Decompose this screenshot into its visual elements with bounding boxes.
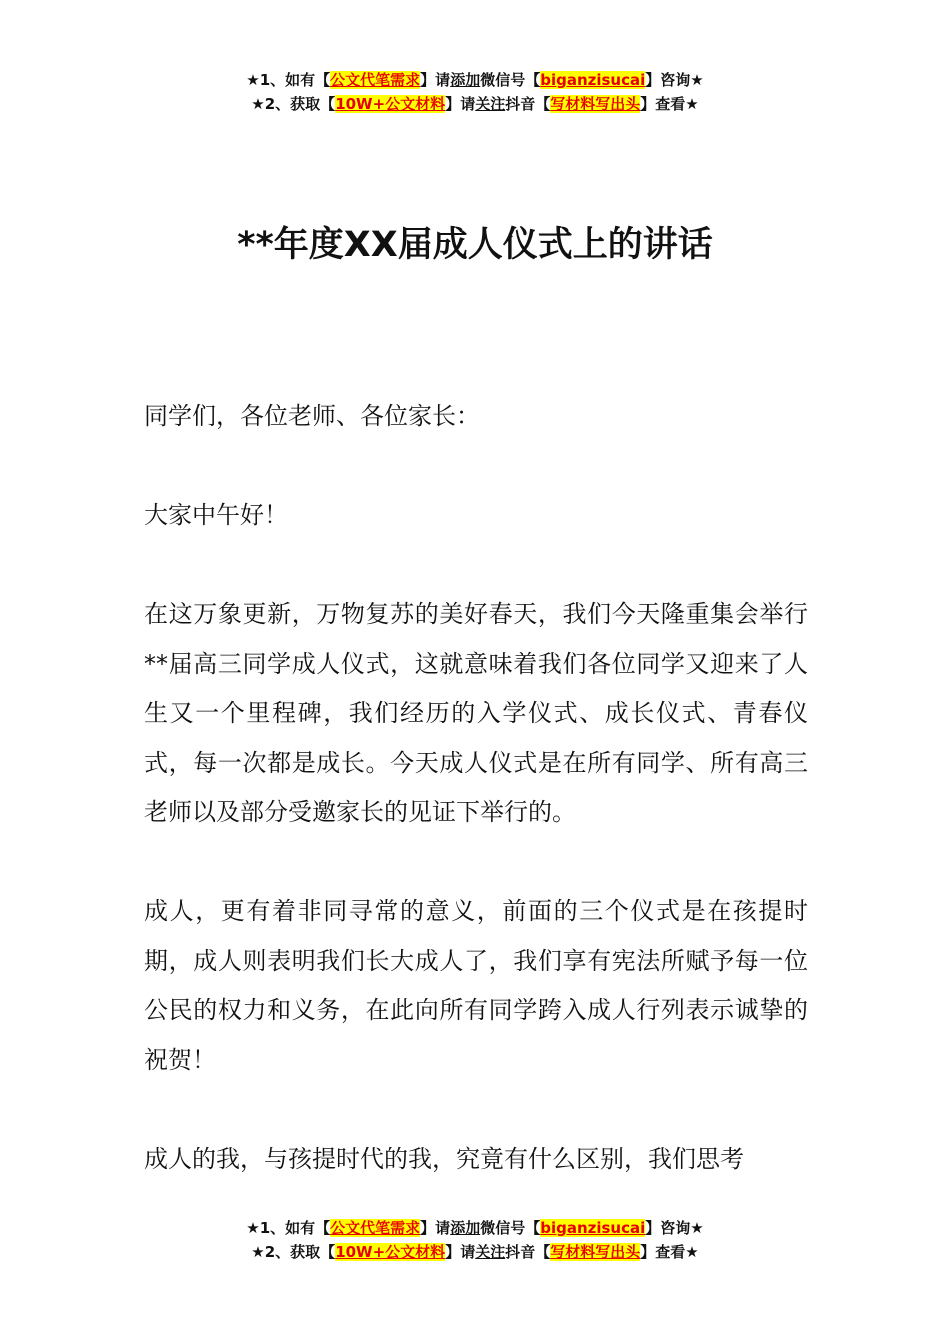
banner-highlight: 写材料写出头 <box>550 1243 641 1261</box>
banner-line-2 <box>0 92 950 116</box>
banner-emphasis: 关注 <box>475 95 506 113</box>
banner-highlight: 写材料写出头 <box>550 95 641 113</box>
banner-text: ★2、获取【 <box>251 1243 336 1261</box>
banner-text: 微信号【 <box>480 1219 541 1237</box>
banner-text: ★1、如有【 <box>246 1219 331 1237</box>
banner-text: 】咨询★ <box>645 71 704 89</box>
banner-text: 】咨询★ <box>645 1219 704 1237</box>
banner-text: 】请 <box>445 1243 476 1261</box>
banner-line-2 <box>0 1240 950 1264</box>
banner-text: 抖音【 <box>505 1243 551 1261</box>
banner-text: 抖音【 <box>505 95 551 113</box>
banner-emphasis: 添加 <box>450 1219 481 1237</box>
document-title: **年度XX届成人仪式上的讲话 <box>237 225 713 266</box>
document-body <box>144 392 808 1184</box>
banner-highlight: biganzisucai <box>540 71 646 89</box>
banner-text: 】查看★ <box>640 95 699 113</box>
banner-highlight: 10W+公文材料 <box>335 1243 446 1261</box>
header-banner <box>0 68 950 116</box>
banner-text: 】请 <box>445 95 476 113</box>
banner-emphasis: 添加 <box>450 71 481 89</box>
banner-line-1 <box>0 68 950 92</box>
banner-emphasis: 关注 <box>475 1243 506 1261</box>
greeting: 大家中午好！ <box>144 501 288 529</box>
banner-text: ★1、如有【 <box>246 71 331 89</box>
footer-banner <box>0 1216 950 1264</box>
banner-highlight: 10W+公文材料 <box>335 95 446 113</box>
banner-text: 】请 <box>420 71 451 89</box>
salutation: 同学们，各位老师、各位家长： <box>144 402 480 430</box>
banner-text: ★2、获取【 <box>251 95 336 113</box>
banner-line-1 <box>0 1216 950 1240</box>
banner-highlight: 公文代笔需求 <box>330 1219 421 1237</box>
banner-text: 】查看★ <box>640 1243 699 1261</box>
banner-text: 】请 <box>420 1219 451 1237</box>
banner-highlight: biganzisucai <box>540 1219 646 1237</box>
body-paragraph: 成人，更有着非同寻常的意义，前面的三个仪式是在孩提时期，成人则表明我们长大成人了，我们享有宪法所赋予每一位公民的权力和义务，在此向所有同学跨入成人行列表示诚挚的祝贺！ <box>144 897 808 1074</box>
banner-highlight: 公文代笔需求 <box>330 71 421 89</box>
banner-text: 微信号【 <box>480 71 541 89</box>
body-paragraph: 在这万象更新，万物复苏的美好春天，我们今天隆重集会举行**届高三同学成人仪式，这就意味着我们各位同学又迎来了人生又一个里程碑，我们经历的入学仪式、成长仪式、青春仪式，每一次都是成长。今天成人仪式是在所有同学、所有高三老师以及部分受邀家长的见证下举行的。 <box>144 600 808 826</box>
body-paragraph: 成人的我，与孩提时代的我，究竟有什么区别，我们思考 <box>144 1144 744 1173</box>
